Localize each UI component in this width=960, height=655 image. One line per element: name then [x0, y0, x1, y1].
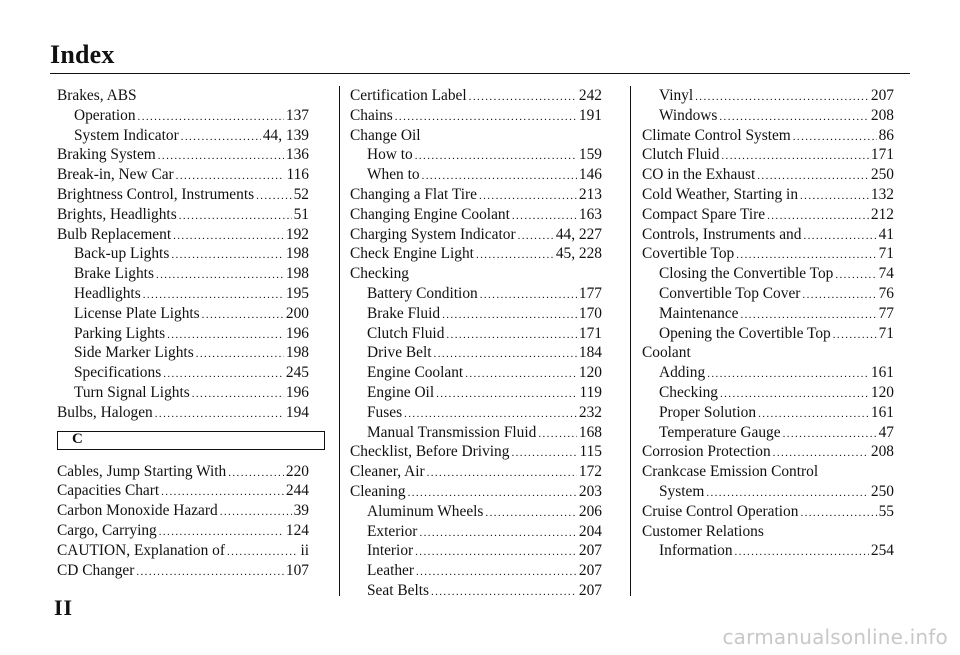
dot-leader	[707, 365, 869, 385]
dot-leader	[415, 147, 577, 167]
index-entry	[57, 561, 309, 581]
index-subentry	[642, 541, 894, 561]
page-ref: 200	[285, 304, 309, 322]
index-subentry	[350, 541, 602, 561]
index-entry	[642, 165, 894, 185]
dot-leader	[202, 306, 284, 326]
page-ref: 41	[878, 225, 894, 243]
entry-text: Clutch Fluid	[642, 146, 720, 164]
dot-leader	[156, 266, 284, 286]
entry-text: Headlights	[74, 284, 141, 302]
page-ref: 39	[293, 502, 309, 520]
entry-text: Information	[659, 542, 733, 560]
index-entry	[57, 205, 309, 225]
entry-text: Bulbs, Halogen	[57, 403, 153, 421]
page-ref: 51	[293, 205, 309, 223]
index-entry	[57, 521, 309, 541]
index-entry	[642, 205, 894, 225]
page-ref: 44, 139	[262, 126, 309, 144]
index-entry	[350, 442, 602, 462]
dot-leader	[192, 385, 284, 405]
entry-text: CO in the Exhaust	[642, 166, 756, 184]
page-ref: 45, 228	[555, 245, 602, 263]
entry-text: Corrosion Protection	[642, 443, 771, 461]
entry-text: Cargo, Carrying	[57, 521, 157, 539]
index-subentry	[642, 383, 894, 403]
entry-text: Exterior	[367, 522, 418, 540]
page-ref: 124	[285, 521, 309, 539]
index-entry	[57, 403, 309, 423]
page-ref: 207	[578, 562, 602, 580]
entry-text: Brightness Control, Instruments	[57, 185, 255, 203]
dot-leader	[793, 128, 877, 148]
entry-text: Climate Control System	[642, 126, 791, 144]
index-subentry	[57, 106, 309, 126]
entry-text: Vinyl	[659, 87, 694, 104]
entry-text: Convertible Top Cover	[659, 284, 801, 302]
page-ref: 76	[878, 284, 894, 302]
entry-text: Specifications	[74, 364, 162, 382]
page-ref: 86	[878, 126, 894, 144]
entry-text: Aluminum Wheels	[367, 502, 484, 520]
page-ref: 195	[285, 284, 309, 302]
dot-leader	[538, 425, 577, 445]
entry-text: Fuses	[367, 403, 403, 421]
index-subentry	[57, 126, 309, 146]
index-subentry	[350, 502, 602, 522]
page-ref: 196	[285, 383, 309, 401]
index-subentry	[350, 383, 602, 403]
column-divider	[339, 86, 340, 596]
dot-leader	[173, 227, 284, 247]
entry-text: Back-up Lights	[74, 245, 170, 263]
entry-text: Cables, Jump Starting With	[57, 462, 227, 480]
entry-text: Side Marker Lights	[74, 344, 194, 362]
index-subentry	[642, 363, 894, 383]
dot-leader	[511, 444, 577, 464]
entry-text: Break-in, New Car	[57, 166, 174, 184]
index-subentry	[350, 343, 602, 363]
page-ref: 120	[578, 364, 602, 382]
dot-leader	[476, 246, 554, 266]
index-subentry	[57, 343, 309, 363]
page-ref: 208	[870, 443, 894, 461]
page-ref: 232	[578, 403, 602, 421]
entry-text: Brights, Headlights	[57, 205, 177, 223]
page-ref: 171	[578, 324, 602, 342]
page-ref: 194	[285, 403, 309, 421]
page-ref: 132	[870, 185, 894, 203]
index-subentry	[642, 324, 894, 344]
index-entry	[57, 145, 309, 165]
page-ref: 198	[285, 265, 309, 283]
entry-text: Checking	[350, 265, 409, 283]
page-ref: 198	[285, 344, 309, 362]
page-ref: 171	[870, 146, 894, 164]
page-ref: 115	[579, 443, 602, 461]
index-entry	[57, 165, 309, 185]
index-subentry	[350, 304, 602, 324]
index-entry	[350, 225, 602, 245]
watermark: carmanualsonline.info	[722, 625, 948, 649]
entry-text: Customer Relations	[642, 522, 764, 540]
dot-leader	[395, 108, 577, 128]
entry-text: Battery Condition	[367, 284, 478, 302]
entry-text: Operation	[74, 106, 136, 124]
entry-text: Closing the Convertible Top	[659, 265, 834, 283]
page-ref: 136	[285, 146, 309, 164]
entry-text: When to	[367, 166, 420, 184]
entry-text: Drive Belt	[367, 344, 432, 362]
index-subentry	[57, 324, 309, 344]
entry-text: Engine Oil	[367, 383, 435, 401]
dot-leader	[415, 543, 577, 563]
page-ref: 196	[285, 324, 309, 342]
page-ref: 172	[578, 463, 602, 481]
page-ref: 55	[878, 502, 894, 520]
index-subentry	[57, 264, 309, 284]
page-ref: 198	[285, 245, 309, 263]
dot-leader	[783, 425, 877, 445]
page-ref: 203	[578, 482, 602, 500]
dot-leader	[800, 504, 876, 524]
entry-text: Cleaning	[350, 482, 406, 500]
index-entry	[350, 462, 602, 482]
dot-leader	[480, 286, 577, 306]
index-subentry	[350, 324, 602, 344]
dot-leader	[419, 524, 576, 544]
index-entry	[350, 126, 602, 146]
dot-leader	[171, 246, 284, 266]
entry-text: Adding	[659, 364, 706, 382]
index-subentry	[350, 581, 602, 601]
index-entry	[642, 343, 894, 363]
page-ref: 191	[578, 106, 602, 124]
index-entry	[350, 264, 602, 284]
page-ref: 52	[293, 185, 309, 203]
page-ref: 146	[578, 166, 602, 184]
index-column-3	[642, 86, 894, 561]
page-ref: 242	[578, 87, 602, 104]
entry-text: Manual Transmission Fluid	[367, 423, 537, 441]
dot-leader	[228, 464, 284, 484]
entry-text: Engine Coolant	[367, 364, 464, 382]
index-subentry	[642, 304, 894, 324]
entry-text: Leather	[367, 562, 414, 580]
dot-leader	[446, 326, 577, 346]
entry-text: Covertible Top	[642, 245, 735, 263]
entry-text: License Plate Lights	[74, 304, 200, 322]
index-subentry	[350, 284, 602, 304]
index-subentry	[642, 482, 894, 502]
page-ref: 107	[285, 561, 309, 579]
header-rule	[50, 73, 910, 74]
entry-text: System Indicator	[74, 126, 179, 144]
entry-text: Bulb Replacement	[57, 225, 172, 243]
entry-text: System	[659, 482, 705, 500]
index-entry	[350, 482, 602, 502]
page-ref: 192	[285, 225, 309, 243]
page-ref: 163	[578, 205, 602, 223]
entry-text: Checklist, Before Driving	[350, 443, 510, 461]
dot-leader	[485, 504, 576, 524]
index-entry	[57, 86, 309, 106]
dot-leader	[800, 187, 869, 207]
page-ref: 77	[878, 304, 894, 322]
dot-leader	[158, 147, 284, 167]
page-ref: 254	[870, 542, 894, 560]
index-subentry	[350, 363, 602, 383]
dot-leader	[196, 345, 284, 365]
entry-text: Carbon Monoxide Hazard	[57, 502, 218, 520]
entry-text: Windows	[659, 106, 718, 124]
page-ref: 212	[870, 205, 894, 223]
index-entry	[350, 106, 602, 126]
entry-text: Coolant	[642, 344, 691, 362]
index-entry	[642, 462, 894, 482]
index-subentry	[350, 403, 602, 423]
page-ref: 184	[578, 344, 602, 362]
dot-leader	[465, 365, 577, 385]
index-subentry	[350, 145, 602, 165]
index-entry	[642, 145, 894, 165]
page-ref: 161	[870, 403, 894, 421]
dot-leader	[518, 227, 554, 247]
entry-text: Check Engine Light	[350, 245, 474, 263]
page-ref: 204	[578, 522, 602, 540]
index-entry	[642, 225, 894, 245]
entry-text: How to	[367, 146, 413, 164]
entry-text: CD Changer	[57, 561, 135, 579]
entry-text: Seat Belts	[367, 581, 429, 599]
dot-leader	[256, 187, 292, 207]
entry-text: Cruise Control Operation	[642, 502, 799, 520]
dot-leader	[803, 227, 876, 247]
column-divider	[630, 86, 631, 596]
entry-text: Opening the Covertible Top	[659, 324, 831, 342]
dot-leader	[442, 306, 577, 326]
entry-text: Compact Spare Tire	[642, 205, 766, 223]
dot-leader	[427, 464, 577, 484]
entry-text: Clutch Fluid	[367, 324, 445, 342]
index-entry	[642, 244, 894, 264]
index-subentry	[350, 561, 602, 581]
entry-text: Certification Label	[350, 87, 467, 104]
entry-text: Change Oil	[350, 126, 421, 144]
index-entry	[642, 502, 894, 522]
entry-text: Maintenance	[659, 304, 739, 322]
entry-text: Checking	[659, 383, 718, 401]
dot-leader	[181, 128, 261, 148]
index-entry	[350, 86, 602, 106]
dot-leader	[136, 563, 284, 583]
page-ref: 177	[578, 284, 602, 302]
section-letter: C	[72, 431, 83, 448]
page-ref: 159	[578, 146, 602, 164]
entry-text: Crankcase Emission Control	[642, 463, 819, 481]
entry-text: Brakes, ABS	[57, 87, 137, 104]
page-ref: 213	[578, 185, 602, 203]
entry-text: Brake Fluid	[367, 304, 441, 322]
dot-leader	[835, 266, 876, 286]
index-subentry	[642, 284, 894, 304]
index-subentry	[350, 165, 602, 185]
index-entry	[642, 185, 894, 205]
index-entry	[350, 205, 602, 225]
page-ref: 161	[870, 364, 894, 382]
entry-text: Charging System Indicator	[350, 225, 516, 243]
page-number: II	[54, 595, 74, 620]
dot-leader	[431, 583, 577, 603]
page-ref: 170	[578, 304, 602, 322]
page-ref: 206	[578, 502, 602, 520]
entry-text: Turn Signal Lights	[74, 383, 190, 401]
dot-leader	[155, 405, 284, 425]
page-ref: 168	[578, 423, 602, 441]
index-entry	[350, 185, 602, 205]
dot-leader	[469, 88, 577, 108]
index-entry	[57, 481, 309, 501]
index-subentry	[57, 383, 309, 403]
page-ref: 250	[870, 482, 894, 500]
index-subentry	[642, 106, 894, 126]
page-ref: 245	[285, 364, 309, 382]
page-ref: ii	[300, 541, 309, 559]
dot-leader	[695, 88, 869, 108]
entry-text: Proper Solution	[659, 403, 757, 421]
page-ref: 71	[878, 245, 894, 263]
index-entry	[57, 225, 309, 245]
page-ref: 244	[285, 482, 309, 500]
index-entry	[57, 541, 309, 561]
dot-leader	[802, 286, 876, 306]
index-subentry	[642, 403, 894, 423]
dot-leader	[220, 503, 292, 523]
index-entry	[642, 442, 894, 462]
entry-text: Braking System	[57, 146, 156, 164]
page-ref: 220	[285, 462, 309, 480]
page-ref: 207	[870, 87, 894, 104]
page-ref: 116	[286, 166, 309, 184]
entry-text: Chains	[350, 106, 393, 124]
entry-text: Capacities Chart	[57, 482, 160, 500]
page-ref: 207	[578, 581, 602, 599]
index-subentry	[350, 423, 602, 443]
index-entry	[350, 244, 602, 264]
index-entry	[57, 501, 309, 521]
index-entry	[57, 462, 309, 482]
index-subentry	[642, 264, 894, 284]
dot-leader	[436, 385, 577, 405]
entry-text: Brake Lights	[74, 265, 154, 283]
entry-text: Cleaner, Air	[350, 463, 425, 481]
entry-text: Changing a Flat Tire	[350, 185, 477, 203]
page-title: Index	[50, 40, 115, 69]
index-subentry	[350, 522, 602, 542]
index-column-2	[350, 86, 602, 601]
entry-text: Changing Engine Coolant	[350, 205, 510, 223]
index-subentry	[57, 363, 309, 383]
dot-leader	[179, 207, 292, 227]
dot-leader	[735, 543, 869, 563]
dot-leader	[416, 563, 577, 583]
index-column-1	[57, 86, 309, 580]
entry-text: Parking Lights	[74, 324, 166, 342]
page-ref: 120	[870, 383, 894, 401]
page-ref: 44, 227	[555, 225, 602, 243]
index-subentry	[57, 284, 309, 304]
page-ref: 47	[878, 423, 894, 441]
page-ref: 71	[878, 324, 894, 342]
index-subentry	[57, 304, 309, 324]
section-header	[57, 431, 325, 450]
dot-leader	[833, 326, 877, 346]
index-entry	[642, 522, 894, 542]
page-ref: 137	[285, 106, 309, 124]
entry-text: Temperature Gauge	[659, 423, 781, 441]
page-ref: 207	[578, 542, 602, 560]
page-ref: 119	[579, 383, 602, 401]
index-subentry	[642, 86, 894, 106]
page-ref: 74	[878, 265, 894, 283]
index-entry	[642, 126, 894, 146]
entry-text: CAUTION, Explanation of	[57, 541, 225, 559]
entry-text: Controls, Instruments and	[642, 225, 802, 243]
entry-text: Interior	[367, 542, 414, 560]
index-entry	[57, 185, 309, 205]
page-ref: 250	[870, 166, 894, 184]
index-subentry	[57, 244, 309, 264]
entry-text: Cold Weather, Starting in	[642, 185, 799, 203]
page-ref: 208	[870, 106, 894, 124]
index-subentry	[642, 423, 894, 443]
